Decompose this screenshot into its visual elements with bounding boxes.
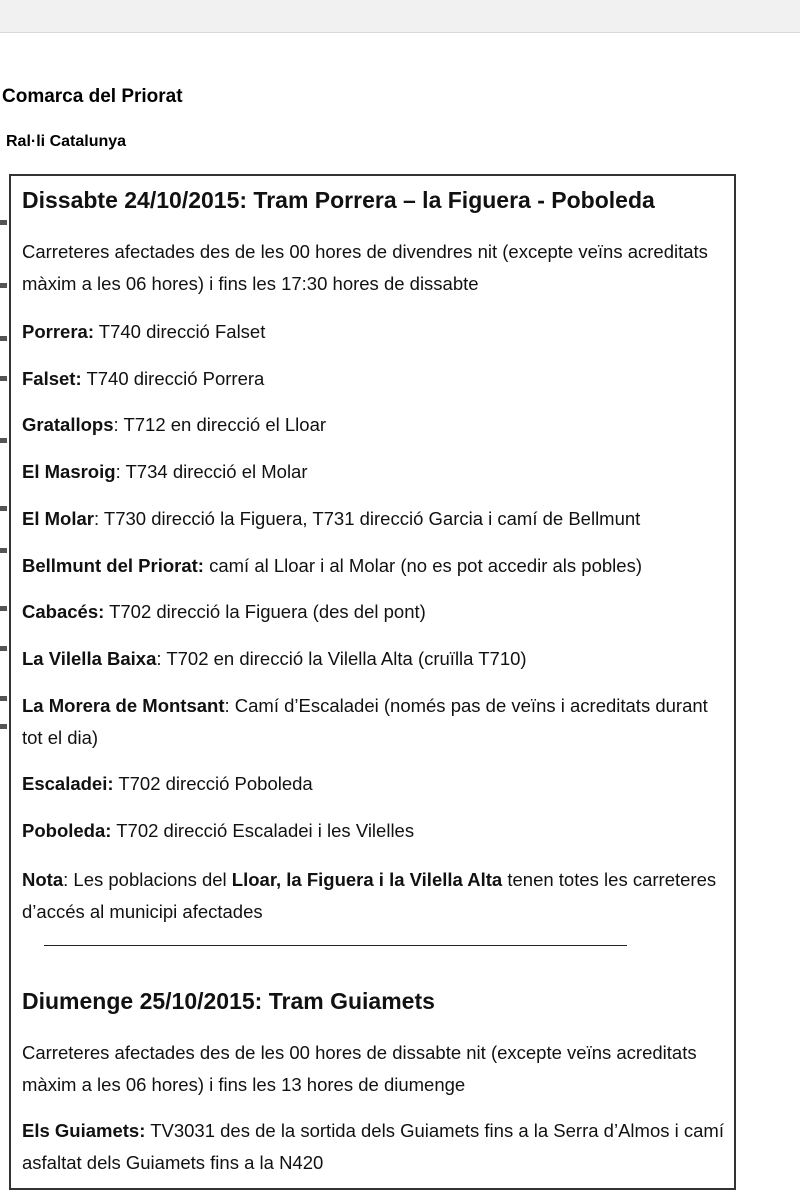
browser-top-bar (0, 0, 800, 33)
closure-detail: : T712 en direcció el Lloar (113, 414, 327, 435)
closure-entry (22, 690, 727, 754)
closure-detail: T702 direcció Escaladei i les Vilelles (111, 820, 415, 841)
note-text-pre: : Les poblacions del (63, 869, 232, 890)
closure-detail: T740 direcció Falset (93, 321, 266, 342)
place-name: Porrera: (22, 321, 94, 342)
place-name: Gratallops (22, 414, 114, 435)
closure-detail: : Camí d’Escaladei (només pas de veïns i acreditats durant tot el dia) (22, 695, 708, 748)
closure-entry (22, 596, 727, 628)
note (22, 864, 727, 928)
place-name: El Masroig (22, 461, 116, 482)
place-name: La Vilella Baixa (22, 648, 157, 669)
place-name: La Morera de Montsant (22, 695, 225, 716)
day2-intro: Carreteres afectades des de les 00 hores de dissabte nit (excepte veïns acreditats màxim a les 06 hores) i fins les 13 hores de diumenge (22, 1042, 697, 1095)
road-closures-box (9, 174, 736, 1190)
day1-intro: Carreteres afectades des de les 00 hores de divendres nit (excepte veïns acreditats màxim a les 06 hores) i fins les 17:30 hores de dissabte (22, 241, 708, 294)
closure-entry (22, 316, 727, 348)
place-name: Bellmunt del Priorat: (22, 555, 204, 576)
place-name: Falset: (22, 368, 82, 389)
place-name: Els Guiamets: (22, 1120, 146, 1141)
closure-entry (22, 363, 727, 395)
note-text-post: tenen totes les carreteres d’accés al municipi afectades (22, 869, 717, 922)
place-name: El Molar (22, 508, 94, 529)
comarca-heading: Comarca del Priorat (2, 86, 183, 107)
closure-entry (22, 815, 727, 847)
closure-detail: T702 direcció Poboleda (113, 773, 313, 794)
closure-detail: TV3031 des de la sortida dels Guiamets fins a la Serra d’Almos i camí asfaltat dels Guiamets fins a la N420 (22, 1120, 724, 1173)
day2-title: Diumenge 25/10/2015: Tram Guiamets (22, 988, 435, 1014)
closure-detail: T740 direcció Porrera (81, 368, 265, 389)
left-map-fragment (0, 176, 9, 736)
closure-detail: camí al Lloar i al Molar (no es pot accedir als pobles) (203, 555, 642, 576)
closure-detail: T702 direcció la Figuera (des del pont) (104, 601, 426, 622)
closure-detail: : T734 direcció el Molar (115, 461, 308, 482)
closure-entry (22, 550, 727, 582)
closure-detail: : T730 direcció la Figuera, T731 direcció Garcia i camí de Bellmunt (93, 508, 641, 529)
closure-entry (22, 503, 727, 535)
note-label: Nota (22, 869, 64, 890)
closure-entry (22, 768, 727, 800)
closure-entry (22, 456, 727, 488)
section-divider (44, 945, 627, 946)
day1-title: Dissabte 24/10/2015: Tram Porrera – la Figuera - Poboleda (22, 187, 655, 213)
rally-subheading: Ral·li Catalunya (6, 133, 127, 150)
note-towns: Lloar, la Figuera i la Vilella Alta (231, 869, 503, 890)
closure-entry (22, 1115, 727, 1179)
place-name: Cabacés: (22, 601, 105, 622)
place-name: Escaladei: (22, 773, 114, 794)
closure-entry (22, 409, 727, 441)
place-name: Poboleda: (22, 820, 112, 841)
closure-detail: : T702 en direcció la Vilella Alta (cruïlla T710) (156, 648, 527, 669)
closure-entry (22, 643, 727, 675)
